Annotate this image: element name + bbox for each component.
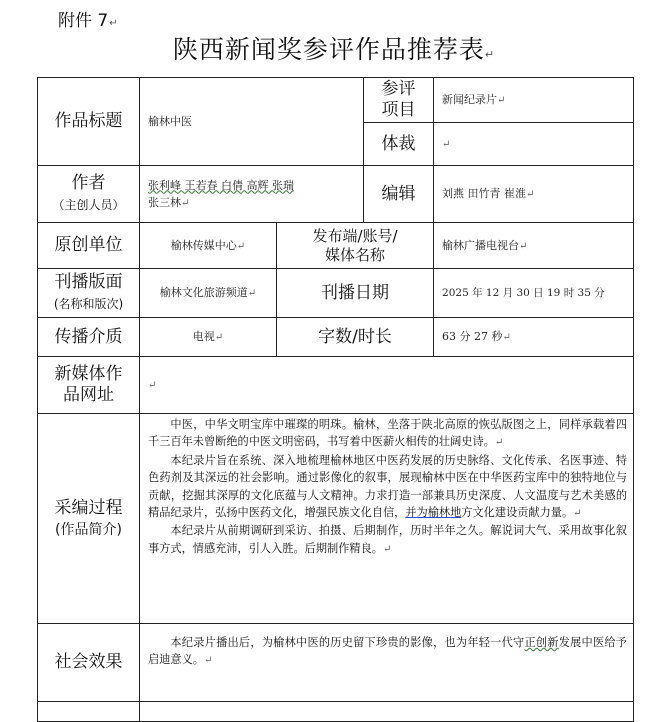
- spellcheck-underline: 并为榆林地: [405, 506, 462, 520]
- publish-page-sublabel: (名称和版次): [53, 297, 124, 311]
- publish-page-label: 刊播版面 (名称和版次): [38, 269, 140, 318]
- paragraph-mark: ↵: [109, 18, 118, 29]
- length-value[interactable]: 63 分 27 秒↵: [434, 318, 634, 357]
- paragraph-mark: ↵: [484, 48, 495, 61]
- social-effect-paragraph: 本纪录片播出后，为榆林中医的历史留下珍贵的影像，也为年轻一代守正创新发展中医给予启迪意义。↵: [148, 636, 627, 667]
- length-label: 字数/时长: [277, 318, 434, 357]
- medium-value[interactable]: 电视↵: [140, 318, 277, 357]
- editor-value[interactable]: 刘燕 田竹青 崔淮↵: [434, 166, 634, 223]
- author-sublabel: （主创人员）: [52, 198, 125, 212]
- publish-date-label: 刊播日期: [277, 269, 434, 318]
- row-process: [38, 414, 634, 624]
- process-sublabel: (作品简介): [55, 521, 122, 538]
- process-label: 采编过程 (作品简介): [38, 414, 140, 624]
- new-media-url-label: 新媒体作品网址: [38, 357, 140, 414]
- work-title-value[interactable]: 榆林中医: [140, 78, 364, 166]
- process-paragraph-3: 本纪录片从前期调研到采访、拍摄、后期制作，历时半年之久。解说词大气、采用故事化叙事方式，情感充沛，引人入胜。后期制作精良。↵: [148, 524, 628, 555]
- recommendation-form-table: [37, 77, 634, 722]
- trailing-cell-left: [38, 702, 140, 722]
- row-author: [38, 166, 634, 223]
- row-trailing: [38, 702, 634, 722]
- publish-page-value[interactable]: 榆林文化旅游频道↵: [140, 269, 277, 318]
- grammar-underline: 正创新: [524, 636, 559, 649]
- genre-label: 体裁: [364, 123, 434, 166]
- original-unit-value[interactable]: 榆林传媒中心↵: [140, 223, 277, 269]
- publisher-value[interactable]: 榆林广播电视台↵: [434, 223, 634, 269]
- form-title: 陕西新闻奖参评作品推荐表↵: [172, 35, 495, 64]
- editor-label: 编辑: [364, 166, 434, 223]
- medium-label: 传播介质: [38, 318, 140, 357]
- genre-value[interactable]: ↵: [434, 123, 634, 166]
- row-medium: [38, 318, 634, 357]
- trailing-cell-right: [140, 702, 634, 722]
- publisher-label: 发布端/账号/媒体名称: [277, 223, 434, 269]
- row-title: [38, 78, 634, 123]
- new-media-url-value[interactable]: ↵: [140, 357, 634, 414]
- row-new-media: [38, 357, 634, 414]
- attachment-number: 附件 7↵: [58, 11, 118, 31]
- author-value[interactable]: 张利峰 王若春 白倩 高辉 张瑞 张三林↵: [140, 166, 364, 223]
- process-paragraph-1: 中医，中华文明宝库中璀璨的明珠。榆林，坐落于陕北高原的恢弘版图之上，同样承载着四千三百年未曾断绝的中医文明密码，书写着中医薪火相传的壮阔史诗。↵: [148, 418, 628, 449]
- process-paragraph-2: 本纪录片旨在系统、深入地梳理榆林地区中医药发展的历史脉络、文化传承、名医事迹、特色药剂及其深远的社会影响。通过影像化的叙事，展现榆林中医在中华医药宝库中的独特地位与贡献，挖掘其深厚的文化底蕴与人文精神。力求打造一部兼具历史深度、人文温度与艺术美感的精品纪录片，弘扬中医药文化，增强民族文化自信，并为榆林地方文化建设贡献力量。↵: [148, 453, 628, 520]
- category-value[interactable]: 新闻纪录片↵: [434, 78, 634, 123]
- original-unit-label: 原创单位: [38, 223, 140, 269]
- publish-date-value[interactable]: 2025 年 12 月 30 日 19 时 35 分: [434, 269, 634, 318]
- social-effect-label: 社会效果: [38, 624, 140, 702]
- work-title-label: 作品标题: [38, 78, 140, 166]
- row-social-effect: [38, 624, 634, 702]
- process-description[interactable]: [140, 414, 634, 624]
- row-unit: [38, 223, 634, 269]
- row-publish: [38, 269, 634, 318]
- social-effect-value[interactable]: [140, 624, 634, 702]
- author-label: 作者 （主创人员）: [38, 166, 140, 223]
- category-label: 参评项目: [364, 78, 434, 123]
